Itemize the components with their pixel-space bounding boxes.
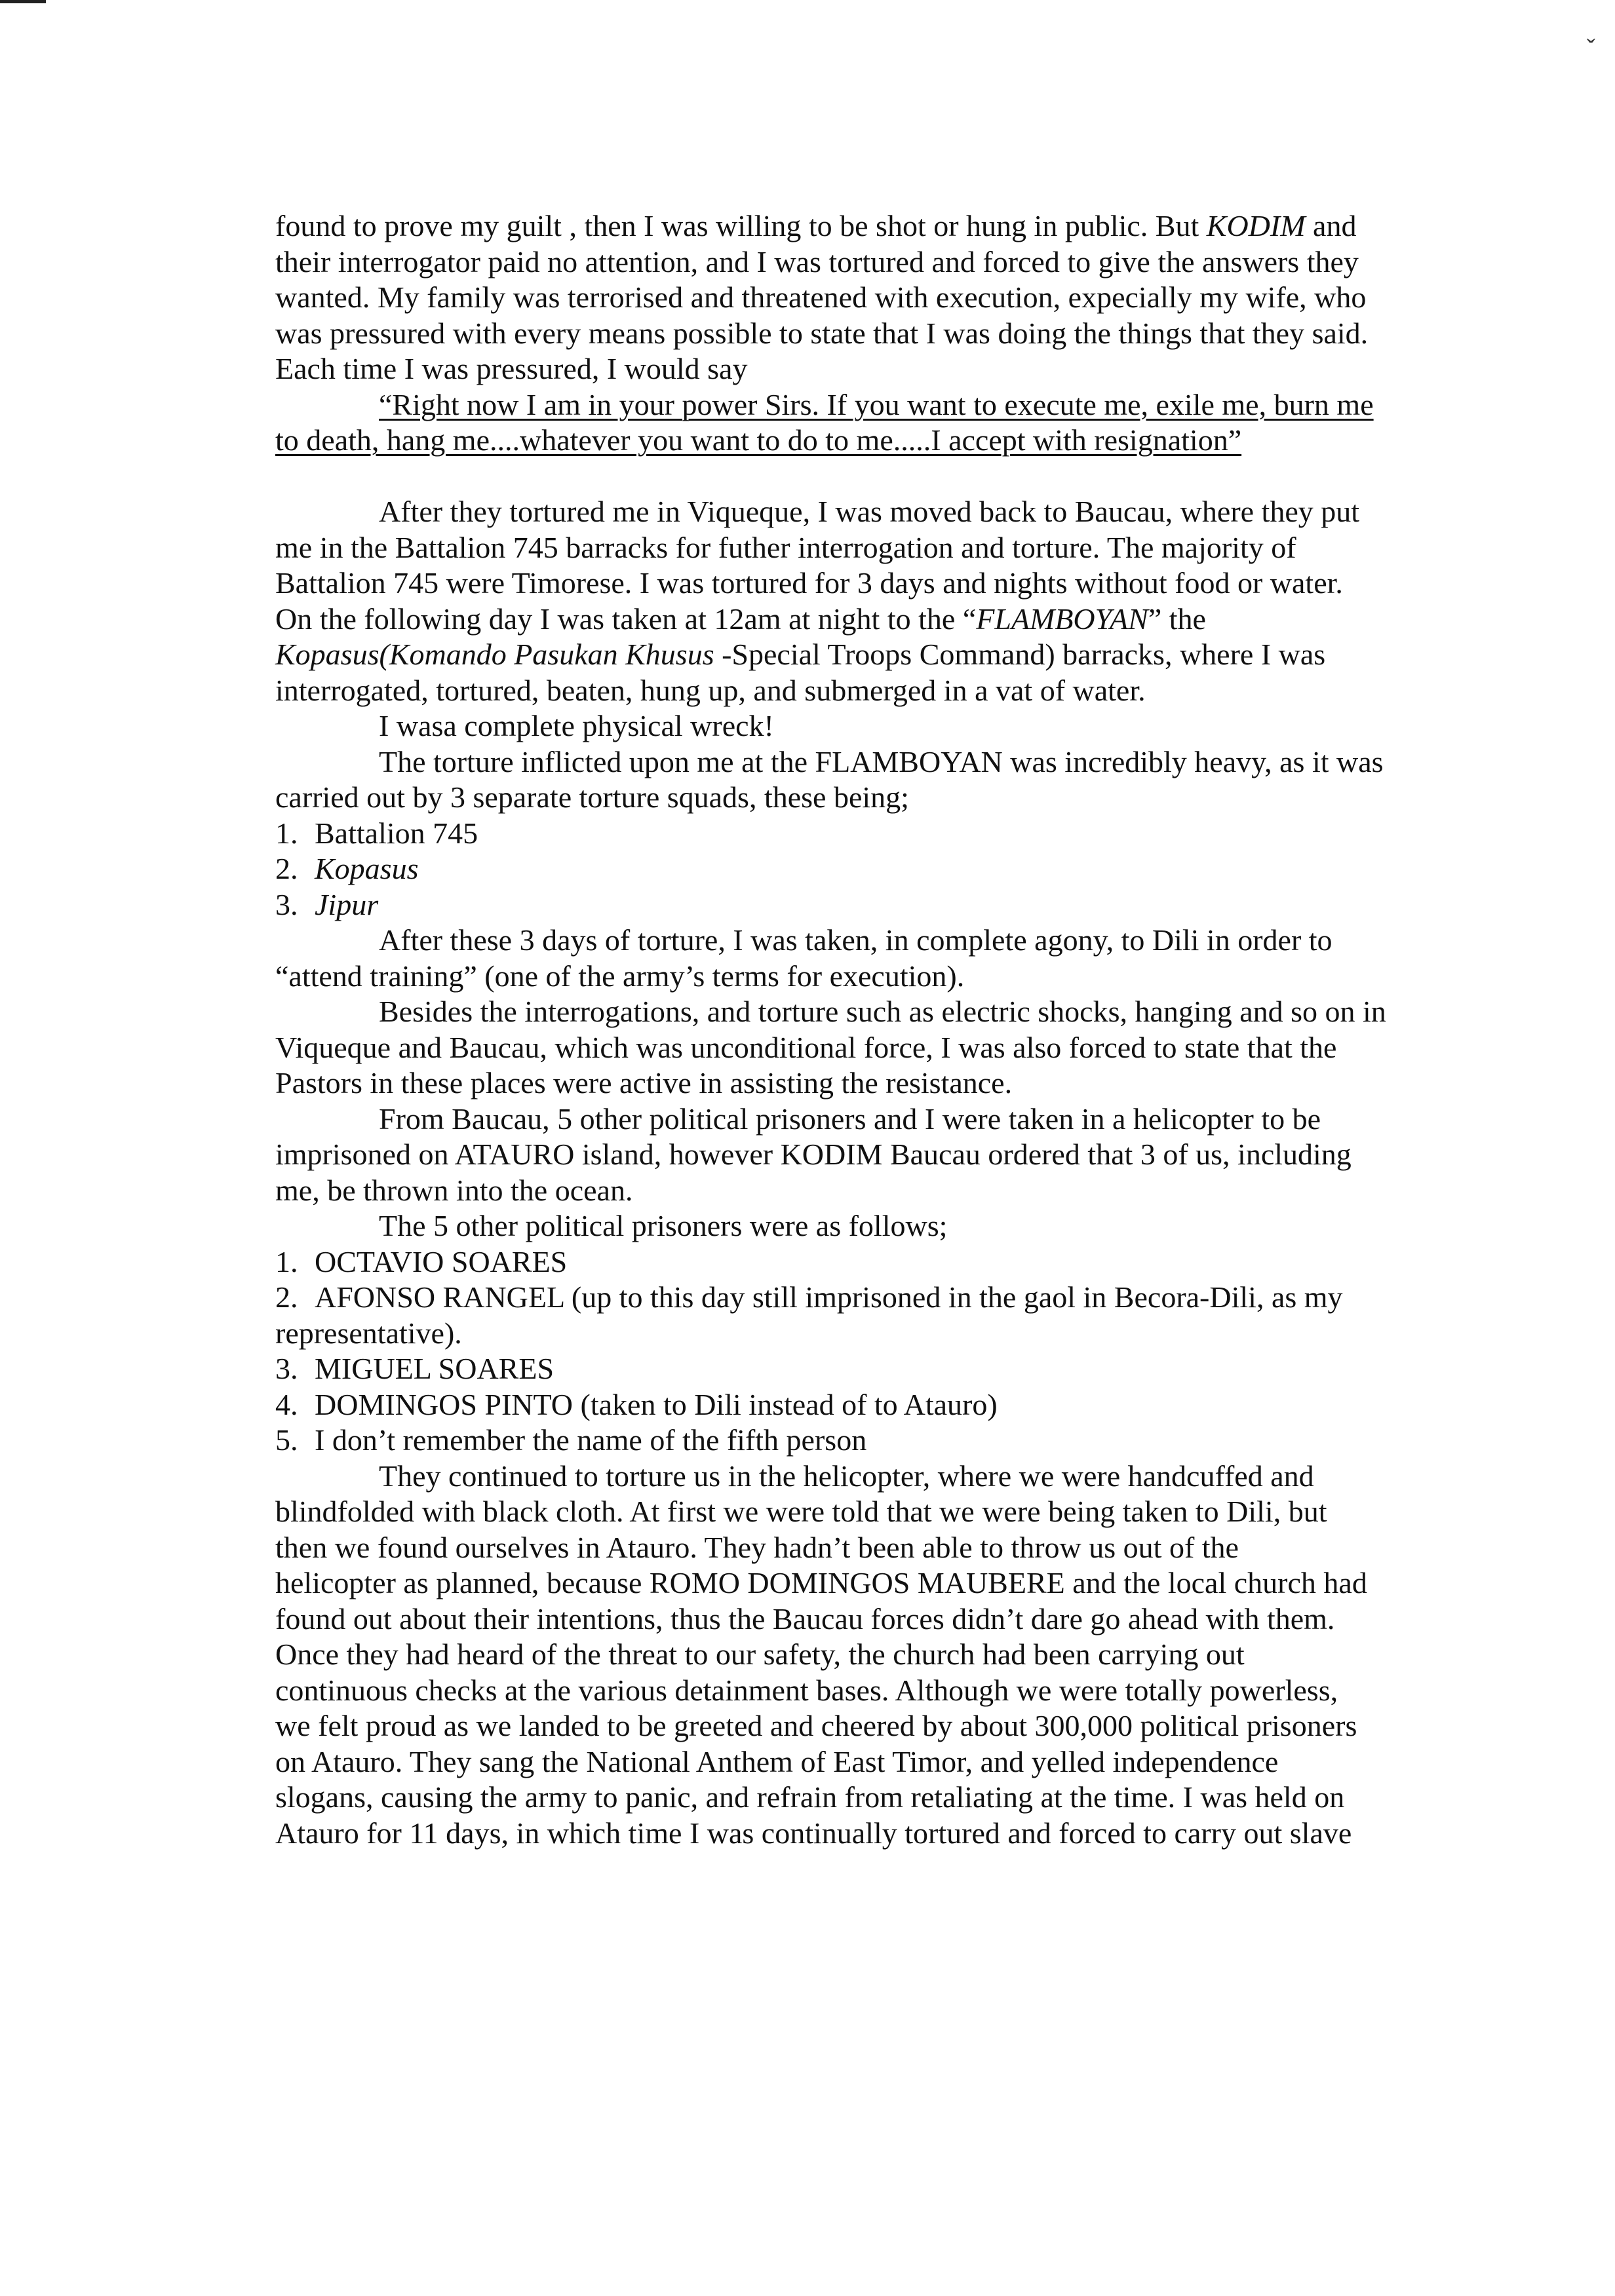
paragraph-line: we felt proud as we landed to be greeted and cheered by about 300,000 political prisoners: [275, 1709, 1357, 1742]
corner-mark-icon: ˇ: [1586, 33, 1595, 63]
document-body: [275, 208, 1481, 1851]
paragraph-line: “attend training” (one of the army’s terms for execution).: [275, 959, 965, 993]
paragraph-line: They continued to torture us in the helicopter, where we were handcuffed and: [379, 1459, 1314, 1493]
list-item: 3. Jipur: [275, 887, 379, 921]
paragraph-line: carried out by 3 separate torture squads, these being;: [275, 780, 909, 814]
paragraph-line: continuous checks at the various detainment bases. Although we were totally powerless,: [275, 1673, 1338, 1707]
paragraph-line: From Baucau, 5 other political prisoners and I were taken in a helicopter to be: [379, 1101, 1321, 1136]
paragraph-line: I wasa complete physical wreck!: [379, 709, 774, 742]
list-item: 2. Kopasus: [275, 852, 419, 885]
paragraph-line: then we found ourselves in Atauro. They hadn’t been able to throw us out of the: [275, 1530, 1239, 1564]
paragraph-line: Kopasus(Komando Pasukan Khusus -Special Troops Command) barracks, where I was: [275, 638, 1326, 671]
paragraph-line: helicopter as planned, because ROMO DOMINGOS MAUBERE and the local church had: [275, 1566, 1367, 1599]
paragraph-line: After they tortured me in Viqueque, I was moved back to Baucau, where they put: [379, 495, 1360, 528]
scan-mark: [0, 0, 46, 3]
paragraph-line: After these 3 days of torture, I was taken, in complete agony, to Dili in order to: [379, 923, 1333, 957]
paragraph-line: me in the Battalion 745 barracks for futher interrogation and torture. The majority of: [275, 530, 1296, 564]
quote-line: “Right now I am in your power Sirs. If you want to execute me, exile me, burn me: [379, 387, 1374, 421]
quote-line: to death, hang me....whatever you want to do to me.....I accept with resignation”: [275, 423, 1242, 457]
paragraph-line: Besides the interrogations, and torture such as electric shocks, hanging and so on in: [379, 995, 1386, 1028]
paragraph-line: their interrogator paid no attention, and I was tortured and forced to give the answers they: [275, 244, 1359, 278]
paragraph-line: found out about their intentions, thus the Baucau forces didn’t dare go ahead with them.: [275, 1601, 1335, 1636]
paragraph-line: imprisoned on ATAURO island, however KODIM Baucau ordered that 3 of us, including: [275, 1138, 1352, 1171]
paragraph-line: interrogated, tortured, beaten, hung up, and submerged in a vat of water.: [275, 673, 1146, 707]
paragraph-line: blindfolded with black cloth. At first we were told that we were being taken to Dili, but: [275, 1495, 1327, 1528]
paragraph-line: wanted. My family was terrorised and threatened with execution, expecially my wife, who: [275, 280, 1367, 314]
paragraph-line: Atauro for 11 days, in which time I was continually tortured and forced to carry out slave: [275, 1816, 1352, 1850]
paragraph-line: Each time I was pressured, I would say: [275, 352, 748, 385]
paragraph-line: Once they had heard of the threat to our safety, the church had been carrying out: [275, 1637, 1245, 1671]
list-item: representative).: [275, 1316, 462, 1350]
list-item: 4. DOMINGOS PINTO (taken to Dili instead of to Atauro): [275, 1387, 998, 1421]
paragraph-line: found to prove my guilt , then I was willing to be shot or hung in public. But KODIM and: [275, 209, 1357, 242]
list-item: 2. AFONSO RANGEL (up to this day still imprisoned in the gaol in Becora-Dili, as my: [275, 1280, 1343, 1314]
list-item: 1. OCTAVIO SOARES: [275, 1244, 568, 1278]
paragraph-line: was pressured with every means possible to state that I was doing the things that they said.: [275, 316, 1369, 350]
list-item: 5. I don’t remember the name of the fifth person: [275, 1423, 867, 1457]
list-item: 1. Battalion 745: [275, 816, 478, 850]
paragraph-line: On the following day I was taken at 12am at night to the “FLAMBOYAN” the: [275, 602, 1206, 636]
paragraph-line: The 5 other political prisoners were as follows;: [379, 1209, 948, 1242]
paragraph-line: Pastors in these places were active in assisting the resistance.: [275, 1066, 1013, 1100]
paragraph-line: on Atauro. They sang the National Anthem of East Timor, and yelled independence: [275, 1744, 1279, 1778]
paragraph-line: Viqueque and Baucau, which was unconditional force, I was also forced to state that the: [275, 1030, 1337, 1064]
paragraph-line: The torture inflicted upon me at the FLAMBOYAN was incredibly heavy, as it was: [379, 744, 1384, 778]
paragraph-line: me, be thrown into the ocean.: [275, 1173, 633, 1207]
paragraph-line: Battalion 745 were Timorese. I was tortured for 3 days and nights without food or water.: [275, 566, 1343, 600]
paragraph-line: slogans, causing the army to panic, and refrain from retaliating at the time. I was held on: [275, 1780, 1345, 1814]
list-item: 3. MIGUEL SOARES: [275, 1352, 555, 1385]
